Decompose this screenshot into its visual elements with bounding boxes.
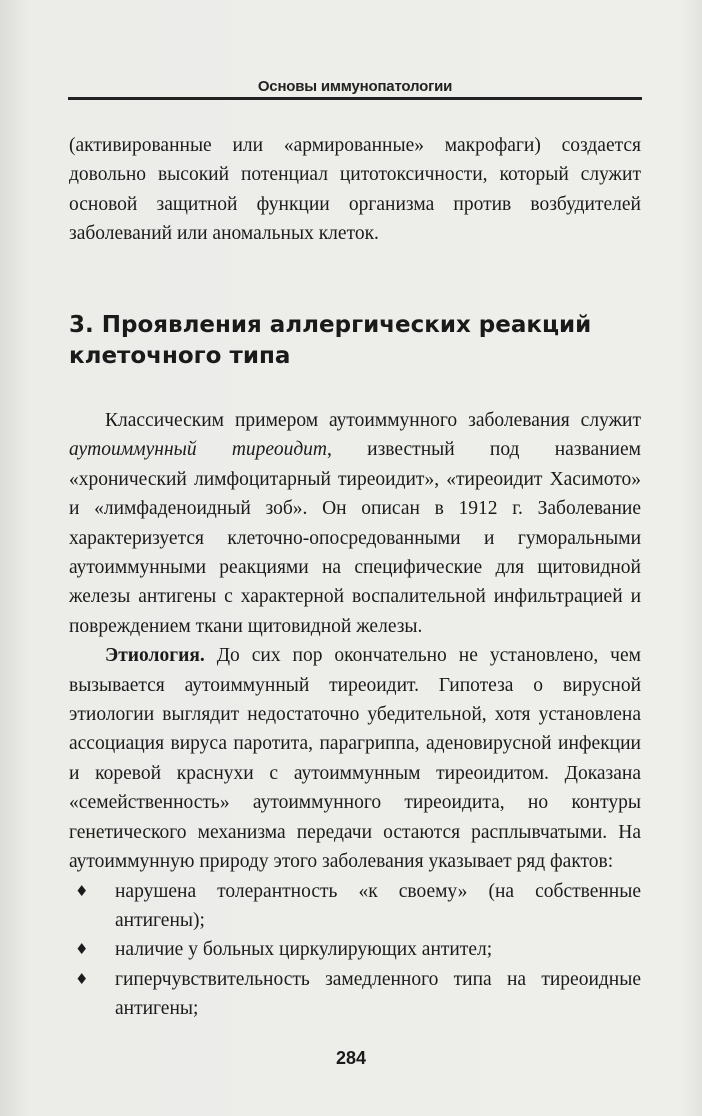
header-rule (68, 97, 642, 100)
paragraph-thyroiditis-rest: , известный под названием «хронический лимфоцитарный тиреоидит», «тиреоидит Хасимото» и «лимфаденоидный зоб». Он описан в 1912 г. Заболевание характеризуется клеточно-опосредованными и гуморальными аутоиммунными реакциями на специфические для щитовидной железы антигены с характерной воспалительной инфильтрацией и повреждением ткани щитовидной железы. (69, 439, 641, 637)
diamond-bullet-icon: ♦ (75, 969, 89, 988)
list-item (69, 965, 641, 1024)
diamond-bullet-icon: ♦ (75, 940, 89, 959)
list-item (69, 877, 641, 936)
running-head: Основы иммунопатологии (257, 78, 453, 95)
page-number: 284 (335, 1048, 367, 1068)
thyroiditis-term: аутоиммунный тиреоидит (69, 439, 328, 461)
etiology-label: Этиология. (105, 645, 205, 667)
paragraph-thyroiditis (69, 406, 641, 641)
section-heading: 3. Проявления аллергических реакций клеточного типа (69, 312, 592, 369)
paragraph-thyroiditis-start: Классическим примером аутоиммунного заболевания служит (105, 410, 641, 431)
diamond-bullet-icon: ♦ (75, 881, 89, 900)
main-text (69, 406, 641, 1024)
list-item-text: гиперчувствительность замедленного типа на тиреоидные антигены; (115, 968, 641, 1020)
list-item (69, 935, 641, 964)
list-item-text: нарушена толерантность «к своему» (на собственные антигены); (115, 880, 641, 931)
paragraph-etiology (69, 641, 641, 876)
etiology-text: До сих пор окончательно не установлено, чем вызывается аутоиммунный тиреоидит. Гипотеза о вирусной этиологии выглядит недостаточно убедительной, хотя установлена ассоциация вируса паротита, парагриппа, аденовирусной инфекции и коревой краснухи с аутоиммунным тиреоидитом. Доказана «семейственность» аутоиммунного тиреоидита, но контуры генетического механизма передачи остаются расплывчатыми. На аутоиммунную природу этого заболевания указывает ряд фактов: (69, 645, 641, 873)
list-item-text: наличие у больных циркулирующих антител; (115, 939, 493, 961)
intro-paragraph: (активированные или «армированные» макрофаги) создается довольно высокий потенциал цитотоксичности, который служит основой защитной функции организма против возбудителей заболеваний или аномальных клеток. (69, 135, 641, 245)
facts-list (69, 877, 641, 1024)
